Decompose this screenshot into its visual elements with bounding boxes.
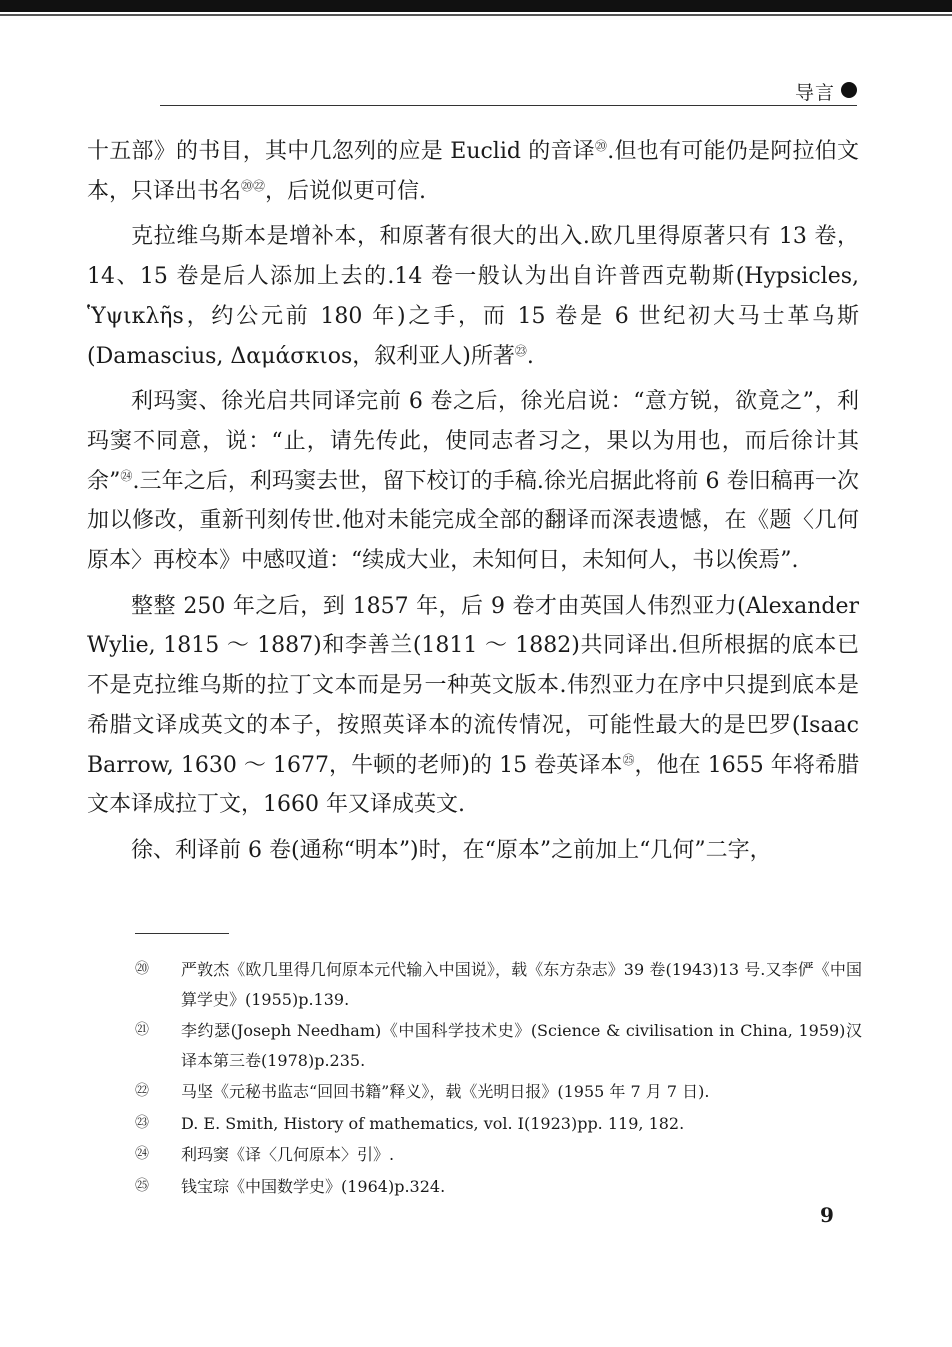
footnote-text: D. E. Smith, History of mathematics, vol. I(1923)pp. 119, 182. — [181, 1113, 685, 1133]
footnote-ref: ㉔ — [120, 468, 133, 483]
footnote-text: 钱宝琮《中国数学史》(1964)p.324. — [181, 1176, 446, 1196]
footnotes — [135, 955, 862, 1203]
running-head-rule — [160, 105, 857, 106]
footnote — [135, 955, 862, 1014]
footnote-mark: ㉔ — [135, 1146, 149, 1162]
paragraph-text: . — [526, 343, 534, 369]
body-text — [87, 132, 859, 877]
footnote-ref: ⑳ — [594, 139, 608, 153]
footnote-rule — [135, 933, 229, 934]
footnote-ref: ㉓ — [514, 343, 527, 358]
footnote — [135, 1109, 862, 1139]
footnote — [135, 1077, 862, 1107]
paragraph-text: 整整 250 年之后，到 1857 年，后 9 卷才由英国人伟烈亚力(Alexander Wylie, 1815 ～ 1887)和李善兰(1811 ～ 1882)共同译出.但所根据的底本已不是克拉维乌斯的拉丁文本而是另一种英文版本.伟烈亚力在序中只提到底本是希腊文译成英文的本子，按照英译本的流传情况，可能性最大的是巴罗(Isaac Barrow, 1630 ～ 1677，牛顿的老师)的 15 卷英译本 — [87, 593, 859, 778]
paragraph-text: .但也有可能仍是阿拉伯文本，只译出书名 — [87, 139, 859, 204]
footnote-mark: ㉒ — [135, 1083, 149, 1099]
top-border-bar — [0, 0, 952, 12]
footnote — [135, 1172, 862, 1202]
paragraph-text: 十五部》的书目，其中几忽列的应是 Euclid 的音译 — [87, 139, 595, 164]
footnote-mark: ㉕ — [135, 1177, 149, 1194]
footnote-mark: ㉓ — [135, 1114, 149, 1131]
paragraph-text: 利玛窦、徐光启共同译完前 6 卷之后，徐光启说：“意方锐，欲竟之”，利玛窦不同意，说：“止，请先传此，使同志者习之，果以为用也，而后徐计其余” — [87, 389, 859, 494]
paragraph-text: ，他在 1655 年将希腊文本译成拉丁文，1660 年又译成英文. — [87, 752, 859, 818]
paragraph — [87, 382, 859, 581]
footnote — [135, 1016, 862, 1075]
footnote-ref: ㉕ — [622, 752, 635, 767]
footnote-mark: ⑳ — [135, 961, 149, 977]
footnote-text: 利玛窦《译〈几何原本〉引》. — [181, 1145, 395, 1164]
page-number: 9 — [820, 1203, 834, 1227]
footnote-text: 李约瑟(Joseph Needham)《中国科学技术史》(Science & civilisation in China, 1959)汉译本第三卷(1978)p.235. — [181, 1021, 862, 1070]
paragraph — [87, 587, 859, 825]
footnote-ref: ⑳㉒ — [241, 178, 266, 193]
paragraph-text: .三年之后，利玛窦去世，留下校订的手稿.徐光启据此将前 6 卷旧稿再一次加以修改，重新刊刻传世.他对未能完成全部的翻译而深表遗憾，在《题〈几何原本〉再校本》中感叹道：“续成大业，未知何日，未知何人，书以俟焉”. — [87, 468, 859, 574]
footnote-text: 严敦杰《欧几里得几何原本元代输入中国说》，载《东方杂志》39 卷(1943)13 号.又李俨《中国算学史》(1955)p.139. — [181, 960, 862, 1009]
paragraph-text: 徐、利译前 6 卷(通称“明本”)时，在“原本”之前加上“几何”二字， — [131, 837, 772, 863]
bullet-dot-icon — [841, 82, 857, 98]
paragraph-text: 克拉维乌斯本是增补本，和原著有很大的出入.欧几里得原著只有 13 卷，14、15 卷是后人添加上去的.14 卷一般认为出自许普西克勒斯(Hypsicles, Ὑψικλῆs，约公元前 180 年)之手，而 15 卷是 6 世纪初大马士革乌斯(Damascius, Δαμάσκιοs，叙利亚人)所著 — [87, 224, 859, 369]
paragraph — [87, 831, 859, 871]
footnote-mark: ㉑ — [135, 1022, 149, 1038]
top-border-line — [0, 14, 952, 16]
paragraph-text: ，后说似更可信. — [265, 178, 427, 204]
running-head — [90, 78, 857, 108]
paragraph — [87, 132, 859, 211]
footnote-text: 马坚《元秘书监志“回回书籍”释义》，载《光明日报》(1955 年 7 月 7 日). — [181, 1082, 710, 1101]
running-head-title: 导言 — [794, 82, 835, 104]
footnote — [135, 1140, 862, 1170]
paragraph — [87, 217, 859, 376]
